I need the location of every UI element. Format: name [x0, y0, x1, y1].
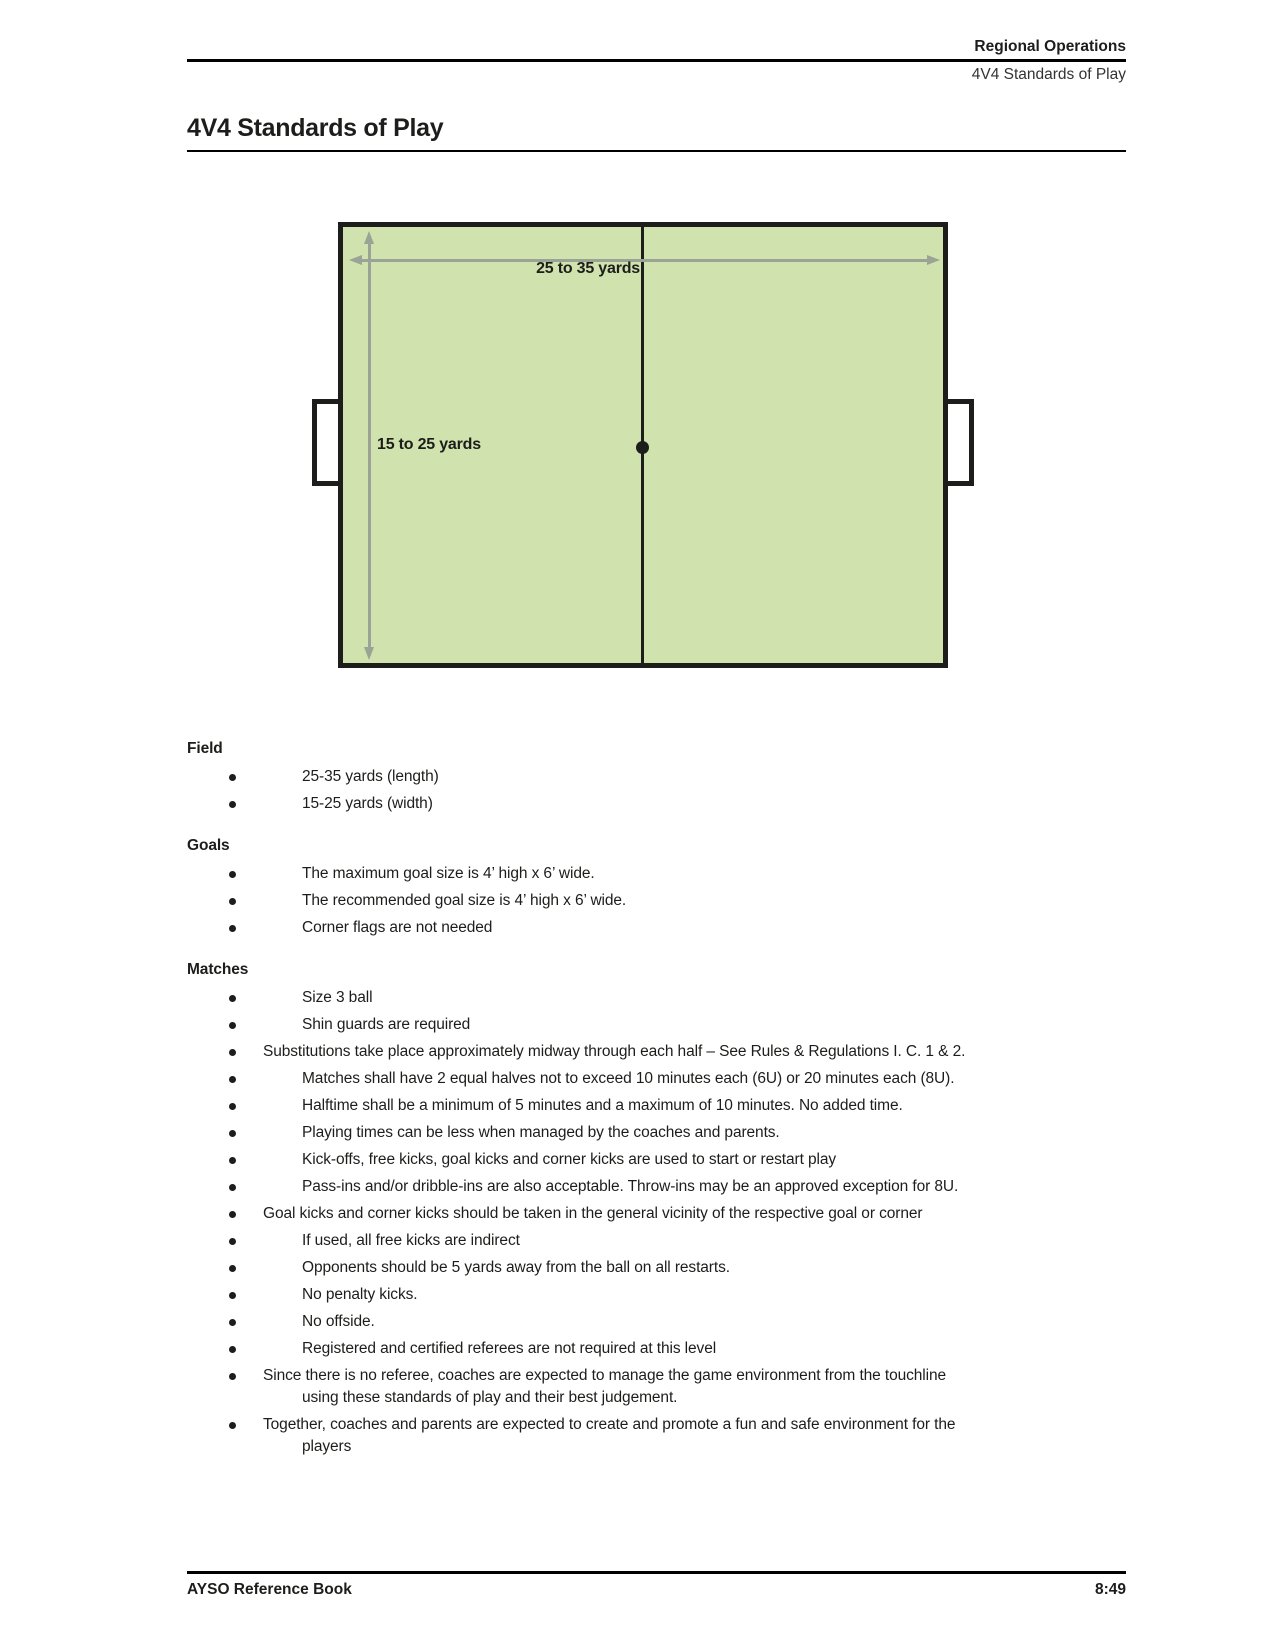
- list-item-text: Halftime shall be a minimum of 5 minutes and a maximum of 10 minutes. No added time.: [302, 1097, 903, 1114]
- list-item: [187, 1122, 1126, 1144]
- width-arrowhead-right: [927, 255, 940, 265]
- list-item-text: The maximum goal size is 4’ high x 6’ wide.: [302, 865, 595, 882]
- bullet-icon: [229, 1265, 236, 1272]
- list-item-text: Kick-offs, free kicks, goal kicks and corner kicks are used to start or restart play: [302, 1151, 837, 1168]
- header-subsection-title: 4V4 Standards of Play: [971, 66, 1126, 83]
- section-heading-goals: Goals: [187, 837, 230, 854]
- bullet-icon: [229, 995, 236, 1002]
- bullet-icon: [229, 1238, 236, 1245]
- bullet-icon: [229, 1373, 236, 1380]
- height-arrowhead-top: [364, 231, 374, 244]
- footer-page-number: 8:49: [1094, 1581, 1126, 1598]
- sections: [187, 738, 1126, 1463]
- list-item: [187, 1095, 1126, 1117]
- bullet-icon: [229, 1157, 236, 1164]
- list-item-text: Shin guards are required: [302, 1016, 471, 1033]
- bullet-icon: [229, 1103, 236, 1110]
- bullet-icon: [229, 1211, 236, 1218]
- bullet-icon: [229, 871, 236, 878]
- bullet-icon: [229, 898, 236, 905]
- list-item: [187, 766, 1126, 788]
- list-item: [187, 1338, 1126, 1360]
- list-item: [187, 987, 1126, 1009]
- width-arrow-line: [361, 259, 929, 262]
- center-spot: [636, 441, 649, 454]
- list-item: [187, 1014, 1126, 1036]
- list-item-text: Playing times can be less when managed by the coaches and parents.: [302, 1124, 780, 1141]
- height-arrow-line: [368, 243, 371, 649]
- bullet-icon: [229, 1422, 236, 1429]
- section-heading-field: Field: [187, 740, 223, 757]
- list-item: [187, 1230, 1126, 1252]
- list-item-text: Since there is no referee, coaches are expected to manage the game environment from the touchline using these standards of play and their best judgement.: [263, 1367, 947, 1406]
- list-item-text: Substitutions take place approximately midway through each half – See Rules & Regulations I. C. 1 & 2.: [263, 1043, 966, 1060]
- list-item: [187, 1257, 1126, 1279]
- list-item-text: The recommended goal size is 4’ high x 6’ wide.: [302, 892, 627, 909]
- list-item-text: Size 3 ball: [302, 989, 373, 1006]
- bullet-icon: [229, 1022, 236, 1029]
- bullet-icon: [229, 925, 236, 932]
- header-rule: [187, 59, 1126, 62]
- list-item: [187, 1041, 1126, 1063]
- bullet-icon: [229, 1076, 236, 1083]
- list-item: [187, 1414, 1126, 1458]
- list-item-text: Matches shall have 2 equal halves not to exceed 10 minutes each (6U) or 20 minutes each (8U).: [302, 1070, 955, 1087]
- list-item: [187, 890, 1126, 912]
- page-title: 4V4 Standards of Play: [187, 114, 444, 142]
- footer-rule: [187, 1571, 1126, 1574]
- list-item: [187, 917, 1126, 939]
- bullet-icon: [229, 1184, 236, 1191]
- field-height-label: 15 to 25 yards: [377, 436, 481, 453]
- bullet-icon: [229, 1292, 236, 1299]
- list-item-text: If used, all free kicks are indirect: [302, 1232, 520, 1249]
- list-item-text: No offside.: [302, 1313, 375, 1330]
- bullet-icon: [229, 1049, 236, 1056]
- bullet-icon: [229, 1319, 236, 1326]
- list-item-text: Opponents should be 5 yards away from the ball on all restarts.: [302, 1259, 730, 1276]
- footer-book-title: AYSO Reference Book: [187, 1581, 352, 1598]
- list-item-text: Pass-ins and/or dribble-ins are also acceptable. Throw-ins may be an approved exception for 8U.: [302, 1178, 959, 1195]
- list-item-text: Together, coaches and parents are expected to create and promote a fun and safe environment for the players: [263, 1416, 956, 1455]
- list-item: [187, 863, 1126, 885]
- list-item-text: Registered and certified referees are not required at this level: [302, 1340, 717, 1357]
- section-heading-matches: Matches: [187, 961, 249, 978]
- list-item: [187, 1203, 1126, 1225]
- bullet-icon: [229, 774, 236, 781]
- width-arrowhead-left: [349, 255, 362, 265]
- footer: [187, 1580, 1126, 1600]
- list-item: [187, 1068, 1126, 1090]
- list-item-text: 25-35 yards (length): [302, 768, 439, 785]
- bullet-icon: [229, 801, 236, 808]
- list-item: [187, 1176, 1126, 1198]
- title-rule: [187, 150, 1126, 152]
- bullet-icon: [229, 1130, 236, 1137]
- list-item: [187, 1365, 1126, 1409]
- field-width-label: 25 to 35 yards: [536, 260, 640, 277]
- list-item: [187, 793, 1126, 815]
- list-item: [187, 1311, 1126, 1333]
- header-section-title: Regional Operations: [974, 38, 1126, 55]
- list-item-text: Corner flags are not needed: [302, 919, 493, 936]
- list-item-text: No penalty kicks.: [302, 1286, 418, 1303]
- list-item: [187, 1284, 1126, 1306]
- list-item-text: Goal kicks and corner kicks should be taken in the general vicinity of the respective goal or corner: [263, 1205, 923, 1222]
- bullet-icon: [229, 1346, 236, 1353]
- height-arrowhead-bottom: [364, 647, 374, 660]
- list-item: [187, 1149, 1126, 1171]
- list-item-text: 15-25 yards (width): [302, 795, 433, 812]
